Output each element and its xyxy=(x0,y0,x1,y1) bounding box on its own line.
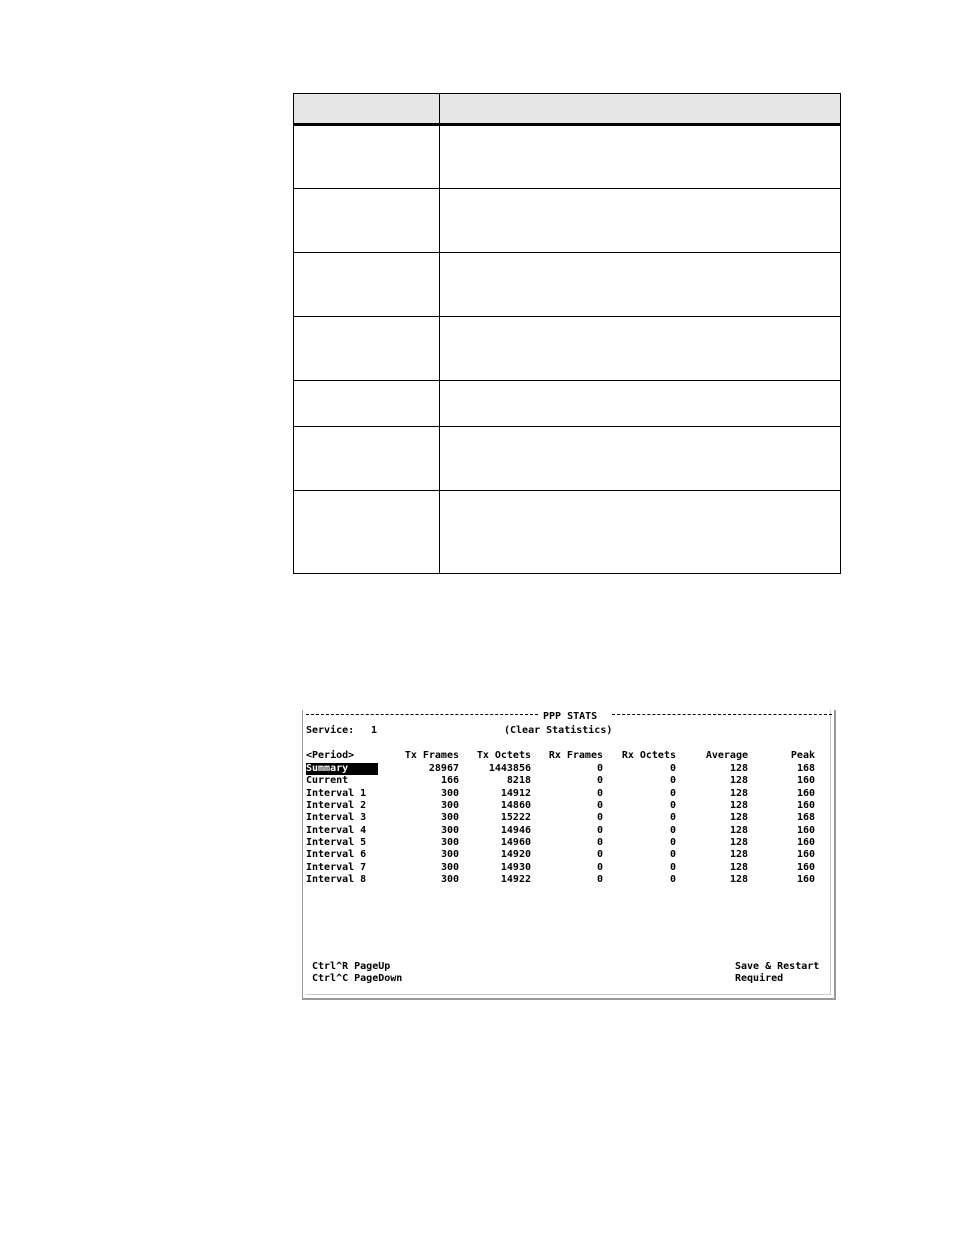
average-cell: 128 xyxy=(729,763,748,774)
tx-octets-cell: 14922 xyxy=(500,874,531,886)
clear-statistics-button[interactable]: (Clear Statistics) xyxy=(504,725,613,736)
peak-cell: 160 xyxy=(796,824,815,836)
peak-cell: 160 xyxy=(796,874,815,886)
peak-cell: 160 xyxy=(796,849,815,861)
doc-table xyxy=(293,93,841,574)
rx-frames-cell: 0 xyxy=(596,775,603,787)
rx-octets-cell: 0 xyxy=(669,849,676,861)
tx-frames-cell: 166 xyxy=(440,775,459,787)
period-cell[interactable]: Interval 4 xyxy=(306,824,367,836)
tx-octets-cell: 14960 xyxy=(500,837,531,849)
period-cell[interactable]: Interval 6 xyxy=(306,849,367,861)
rx-frames-cell: 0 xyxy=(596,849,603,861)
rx-frames-cell: 0 xyxy=(596,800,603,812)
tx-frames-cell: 300 xyxy=(440,849,459,861)
peak-cell: 168 xyxy=(796,763,815,774)
tx-octets-cell: 14946 xyxy=(500,824,531,836)
rx-octets-cell: 0 xyxy=(669,787,676,799)
doc-table-header-cell xyxy=(294,94,440,125)
doc-table-cell xyxy=(440,317,841,381)
doc-table-row xyxy=(294,125,841,189)
peak-cell: 160 xyxy=(796,837,815,849)
average-cell: 128 xyxy=(729,800,748,812)
doc-table-cell xyxy=(294,189,440,253)
header-rx-frames: Rx Frames xyxy=(548,750,603,761)
doc-table-row xyxy=(294,491,841,574)
rx-octets-cell: 0 xyxy=(669,775,676,787)
footer-save-restart: Save & Restart xyxy=(735,961,820,972)
average-cell: 128 xyxy=(729,787,748,799)
header-average: Average xyxy=(705,750,748,761)
rx-octets-cell: 0 xyxy=(669,812,676,824)
doc-table-cell xyxy=(294,427,440,491)
doc-table-cell xyxy=(440,253,841,317)
tx-frames-cell: 300 xyxy=(440,812,459,824)
tx-octets-cell: 15222 xyxy=(500,812,531,824)
rx-frames-cell: 0 xyxy=(596,837,603,849)
header-peak: Peak xyxy=(790,750,815,761)
tx-octets-cell: 1443856 xyxy=(488,763,531,774)
rx-frames-cell: 0 xyxy=(596,812,603,824)
peak-cell: 160 xyxy=(796,775,815,787)
doc-table-cell xyxy=(294,491,440,574)
average-cell: 128 xyxy=(729,837,748,849)
rx-frames-cell: 0 xyxy=(596,824,603,836)
service-value[interactable]: 1 xyxy=(371,725,378,736)
period-cell[interactable]: Interval 7 xyxy=(306,861,367,873)
tx-octets-cell: 14930 xyxy=(500,861,531,873)
rx-octets-cell: 0 xyxy=(669,874,676,886)
doc-table-header xyxy=(294,94,841,125)
tx-octets-cell: 14920 xyxy=(500,849,531,861)
tx-frames-cell: 300 xyxy=(440,861,459,873)
period-cell[interactable]: Interval 8 xyxy=(306,874,367,886)
tx-frames-cell: 300 xyxy=(440,787,459,799)
period-cell[interactable]: Interval 5 xyxy=(306,837,367,849)
header-rx-octets: Rx Octets xyxy=(621,750,676,761)
footer-pageup-hint: Ctrl^R PageUp xyxy=(312,961,391,972)
tx-octets-cell: 14912 xyxy=(500,787,531,799)
peak-cell: 160 xyxy=(796,861,815,873)
doc-table-row xyxy=(294,253,841,317)
rx-octets-cell: 0 xyxy=(669,861,676,873)
tx-frames-cell: 300 xyxy=(440,824,459,836)
tx-frames-cell: 300 xyxy=(440,874,459,886)
average-cell: 128 xyxy=(729,861,748,873)
header-tx-frames: Tx Frames xyxy=(404,750,459,761)
doc-table-row xyxy=(294,317,841,381)
footer-required: Required xyxy=(735,973,784,984)
rx-frames-cell: 0 xyxy=(596,787,603,799)
peak-cell: 160 xyxy=(796,800,815,812)
header-tx-octets: Tx Octets xyxy=(476,750,531,761)
average-cell: 128 xyxy=(729,824,748,836)
doc-table-cell xyxy=(440,125,841,189)
doc-table-row xyxy=(294,381,841,427)
rx-frames-cell: 0 xyxy=(596,763,603,774)
tx-frames-cell: 300 xyxy=(440,837,459,849)
rx-frames-cell: 0 xyxy=(596,874,603,886)
doc-table-header-cell xyxy=(440,94,841,125)
period-cell[interactable]: Current xyxy=(306,775,349,787)
header-period[interactable]: <Period> xyxy=(306,750,355,761)
title-rule-left xyxy=(306,714,538,715)
period-cell-selected[interactable]: Summary xyxy=(306,763,378,775)
tx-frames-cell: 28967 xyxy=(428,763,459,774)
peak-cell: 168 xyxy=(796,812,815,824)
period-cell[interactable]: Interval 3 xyxy=(306,812,367,824)
average-cell: 128 xyxy=(729,775,748,787)
tx-octets-cell: 8218 xyxy=(506,775,531,787)
average-cell: 128 xyxy=(729,812,748,824)
period-cell[interactable]: Interval 1 xyxy=(306,787,367,799)
average-cell: 128 xyxy=(729,849,748,861)
doc-table-cell xyxy=(440,491,841,574)
doc-table-cell xyxy=(294,253,440,317)
doc-table-cell xyxy=(440,427,841,491)
doc-table-cell xyxy=(440,381,841,427)
terminal-title: PPP STATS xyxy=(543,711,598,722)
tx-frames-cell: 300 xyxy=(440,800,459,812)
doc-table-cell xyxy=(294,317,440,381)
average-cell: 128 xyxy=(729,874,748,886)
period-cell[interactable]: Interval 2 xyxy=(306,800,367,812)
rx-octets-cell: 0 xyxy=(669,763,676,774)
doc-table-cell xyxy=(294,381,440,427)
rx-octets-cell: 0 xyxy=(669,800,676,812)
rx-octets-cell: 0 xyxy=(669,837,676,849)
tx-octets-cell: 14860 xyxy=(500,800,531,812)
doc-table-row xyxy=(294,189,841,253)
title-rule-right xyxy=(612,714,832,715)
rx-frames-cell: 0 xyxy=(596,861,603,873)
peak-cell: 160 xyxy=(796,787,815,799)
doc-table-cell xyxy=(294,125,440,189)
service-label: Service: xyxy=(306,725,355,736)
footer-pagedown-hint: Ctrl^C PageDown xyxy=(312,973,403,984)
rx-octets-cell: 0 xyxy=(669,824,676,836)
doc-table-row xyxy=(294,427,841,491)
doc-table-cell xyxy=(440,189,841,253)
